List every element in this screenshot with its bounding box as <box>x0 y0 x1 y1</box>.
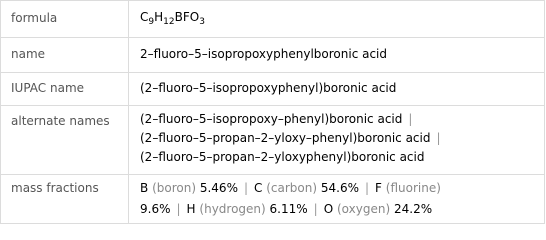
iupac-value: (2–fluoro–5–isopropoxyphenyl)boronic acid <box>140 81 397 95</box>
row-label-alternate-names: alternate names <box>11 114 110 128</box>
row-label-iupac: IUPAC name <box>11 81 85 95</box>
table-row-formula <box>1 1 544 37</box>
mass-fraction-carbon: C (carbon) 54.6% <box>254 181 359 195</box>
table-row-name <box>1 37 544 72</box>
row-label-formula: formula <box>11 11 58 25</box>
alternate-names-value: (2–fluoro–5–isopropoxy–phenyl)boronic acid | (2–fluoro–5–propan–2–yloxy–phenyl)boronic acid | (2–fluoro–5–propan–2–yloxyphenyl)boronic acid <box>140 112 441 164</box>
mass-fraction-hydrogen: H (hydrogen) 6.11% <box>186 202 308 216</box>
alternate-name-1: (2–fluoro–5–isopropoxy–phenyl)boronic acid <box>140 112 403 126</box>
alternate-name-2: (2–fluoro–5–propan–2–yloxy–phenyl)boronic acid <box>140 131 431 145</box>
formula-value: $C_9H_{12}BFO_3$ <box>140 10 205 27</box>
mass-fraction-boron: B (boron) 5.46% <box>140 181 238 195</box>
row-label-name: name <box>11 47 46 61</box>
table-row-mass-fractions <box>1 174 544 223</box>
mass-fraction-oxygen: O (oxygen) 24.2% <box>323 202 433 216</box>
table-row-alternate-names <box>1 105 544 174</box>
table-row-iupac <box>1 72 544 105</box>
mass-fraction-fluorine: F (fluorine) <box>375 181 441 195</box>
mass-fractions-value: B (boron) 5.46% | C (carbon) 54.6% | F (fluorine) 9.6% | H (hydrogen) 6.11% | O (oxygen) 24.2% <box>140 181 441 216</box>
alternate-name-3: (2–fluoro–5–propan–2–yloxyphenyl)boronic acid <box>140 150 425 164</box>
row-label-mass-fractions: mass fractions <box>11 181 99 195</box>
name-value: 2–fluoro–5–isopropoxyphenylboronic acid <box>140 47 388 61</box>
